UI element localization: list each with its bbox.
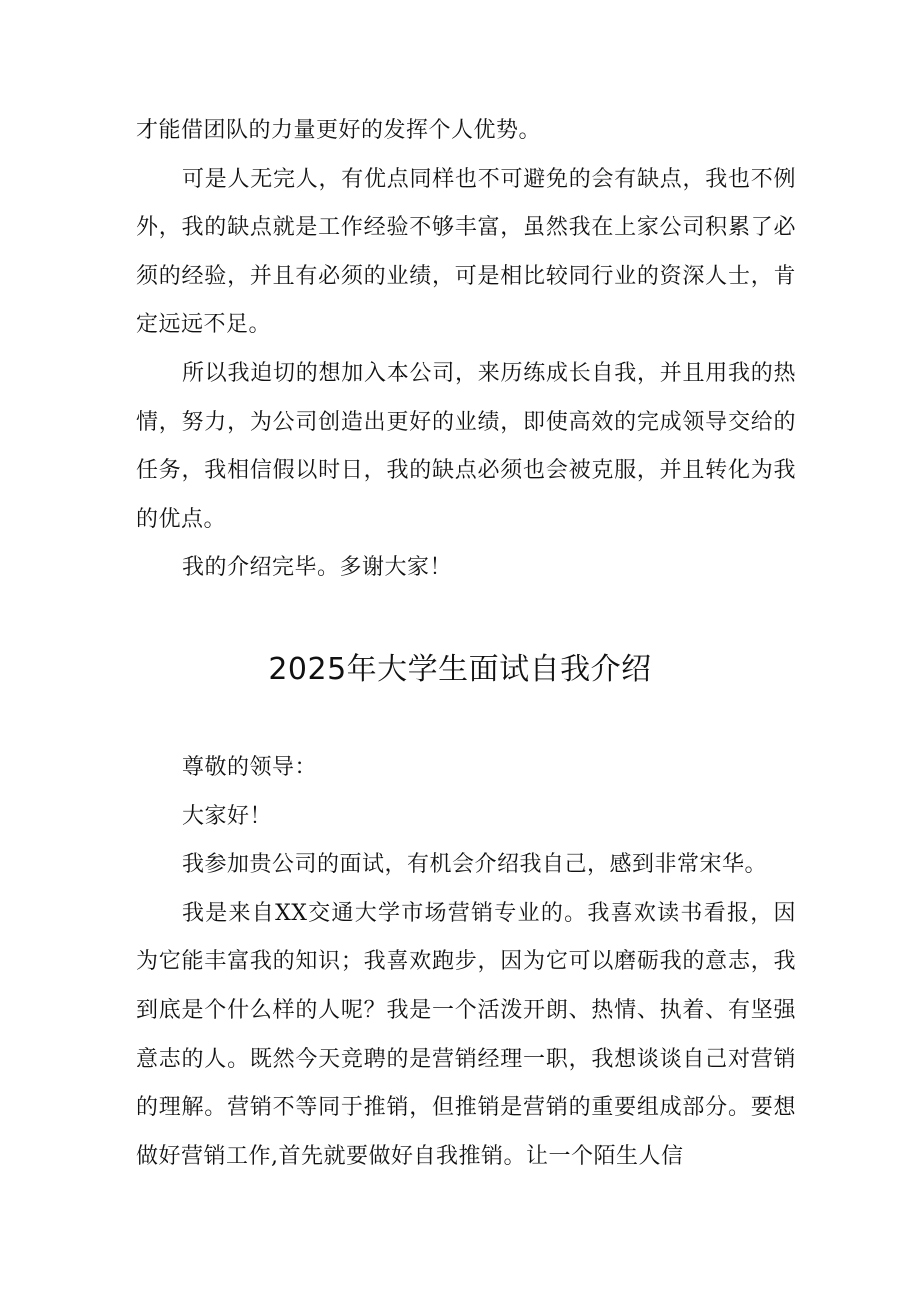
continued-text-section <box>136 107 796 593</box>
greeting: 大家好！ <box>182 803 273 829</box>
paragraph-intro: 我参加贵公司的面试，有机会介绍我自己，感到非常宋华。 <box>182 852 768 878</box>
paragraph-continuation: 才能借团队的力量更好的发挥个人优势。 <box>136 118 542 143</box>
paragraph-motivation: 所以我迫切的想加入本公司，来历练成长自我，并且用我的热情，努力，为公司创造出更好的业绩，即使高效的完成领导交给的任务，我相信假以时日，我的缺点必须也会被克服，并且转化为我的优点。 <box>136 360 796 532</box>
document-title: 2025年大学生面试自我介绍 <box>268 652 652 687</box>
paragraph-closing: 我的介绍完毕。多谢大家！ <box>182 555 453 581</box>
paragraph-background: 我是来自XX交通大学市场营销专业的。我喜欢读书看报，因为它能丰富我的知识；我喜欢跑步，因为它可以磨砺我的意志，我到底是个什么样的人呢？我是一个活泼开朗、热情、执着、有坚强意志的人。既然今天竞聘的是营销经理一职，我想谈谈自己对营销的理解。营销不等同于推销，但推销是营销的重要组成部分。要想做好营销工作,首先就要做好自我推销。让一个陌生人信 <box>136 900 796 1169</box>
salutation: 尊敬的领导： <box>182 755 318 780</box>
speech-body-section <box>136 744 796 1181</box>
paragraph-weakness: 可是人无完人，有优点同样也不可避免的会有缺点，我也不例外，我的缺点就是工作经验不够丰富，虽然我在上家公司积累了必须的经验，并且有必须的业绩，可是相比较同行业的资深人士，肯定远远不足。 <box>136 166 796 338</box>
